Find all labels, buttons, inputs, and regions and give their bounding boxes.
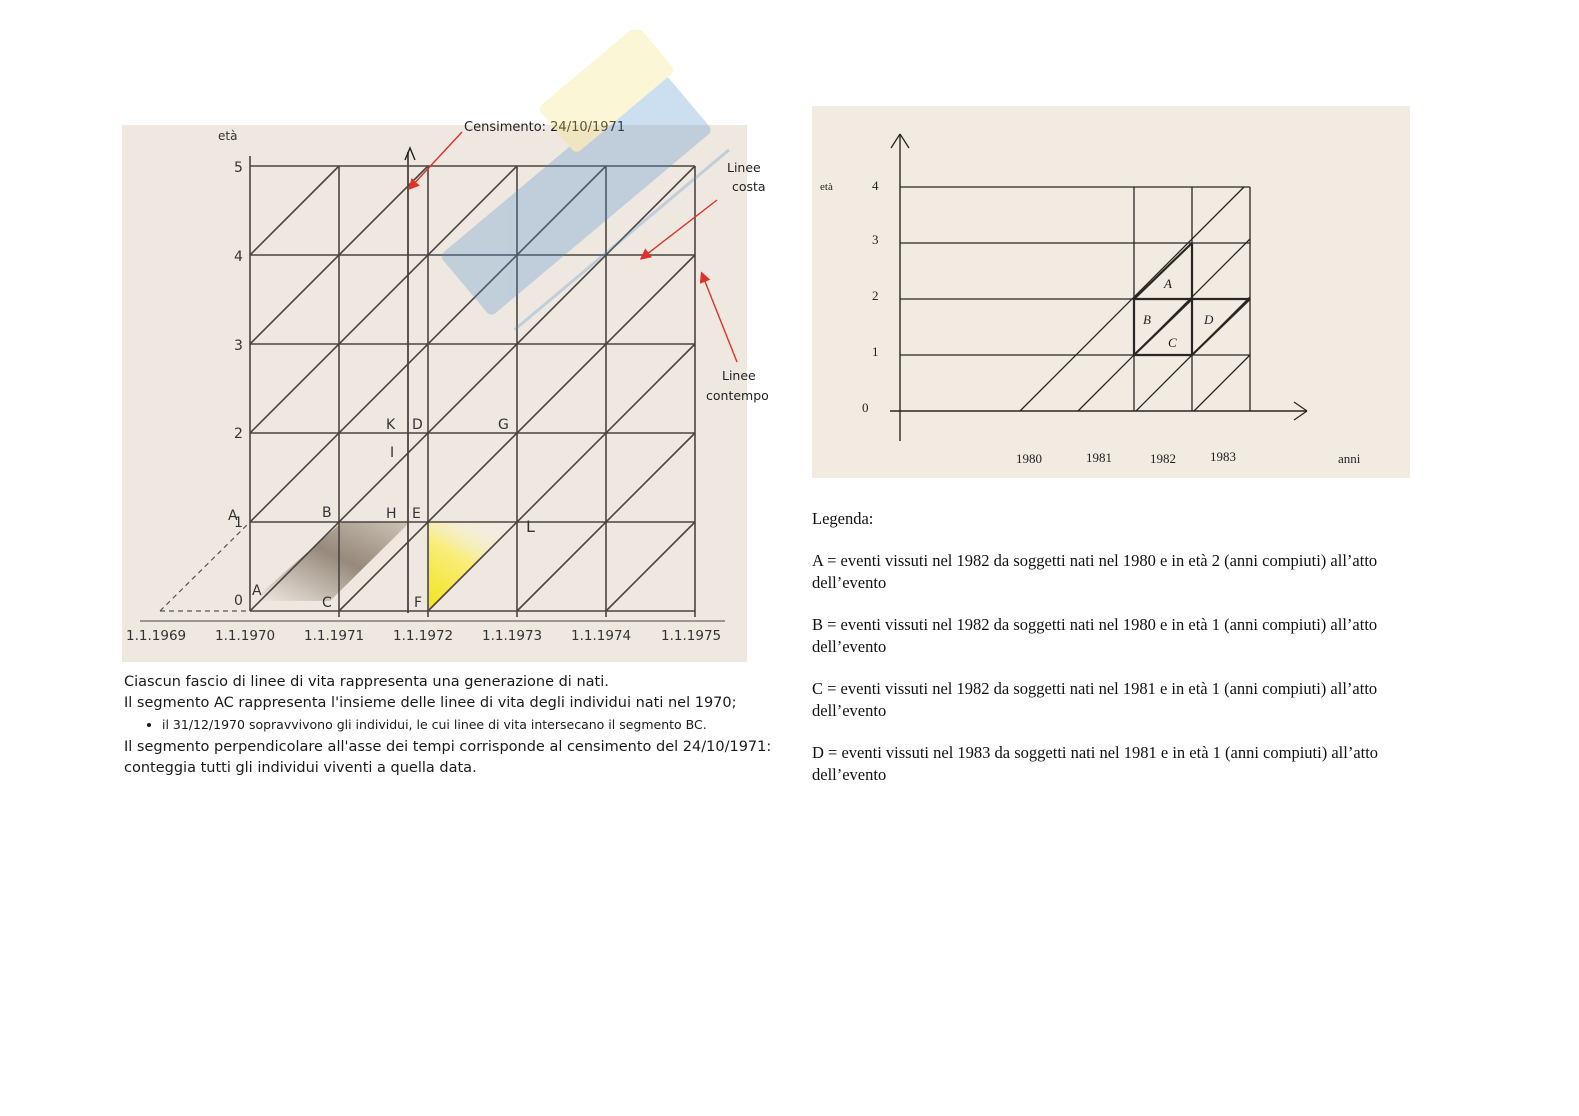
right-x-tick-1980: 1980 (1016, 451, 1042, 466)
lexis-diagram-right (812, 106, 1412, 480)
cell-B: B (1143, 312, 1151, 327)
y-tick-0: 0 (234, 593, 243, 609)
caption-line-2: Il segmento AC rappresenta l'insieme delle linee di vita degli individui nati nel 1970; (124, 695, 737, 711)
x-tick-1970: 1.1.1970 (215, 628, 276, 644)
left-caption (124, 672, 774, 779)
cell-C: C (1168, 335, 1177, 350)
point-A-top: A (228, 508, 238, 524)
lexis-diagram-left-svg (122, 112, 772, 667)
point-G: G (498, 417, 509, 433)
legend-item-a: A = eventi vissuti nel 1982 da soggetti nati nel 1980 e in età 2 (anni compiuti) all’atto dell’evento (812, 551, 1378, 592)
y-tick-5: 5 (234, 160, 243, 176)
caption-line-1: Ciascun fascio di linee di vita rappresenta una generazione di nati. (124, 674, 609, 690)
point-D: D (412, 417, 423, 433)
point-H: H (386, 506, 397, 522)
x-tick-1973: 1.1.1973 (482, 628, 543, 644)
right-y-tick-3: 3 (872, 232, 879, 247)
x-tick-1971: 1.1.1971 (304, 628, 365, 644)
x-tick-1969: 1.1.1969 (126, 628, 187, 644)
point-B: B (322, 505, 332, 521)
y-tick-2: 2 (234, 426, 243, 442)
cell-A: A (1164, 276, 1172, 291)
y-tick-4: 4 (234, 249, 243, 265)
side-label-cost-2: costa (732, 179, 766, 194)
x-tick-1975: 1.1.1975 (661, 628, 722, 644)
caption-bullet-list (124, 716, 774, 733)
point-F: F (414, 595, 423, 611)
side-label-contemp-2: contempo (706, 388, 769, 403)
lexis-diagram-left (122, 112, 772, 667)
paper-background-right (812, 106, 1410, 478)
right-x-tick-1981: 1981 (1086, 450, 1112, 465)
caption-bullet: • il 31/12/1970 sopravvivono gli individui, le cui linee di vita intersecano il segmento BC. (162, 716, 774, 733)
side-label-cost-1: Linee (727, 160, 761, 175)
right-x-tick-1983: 1983 (1210, 449, 1236, 464)
point-K: K (386, 417, 396, 433)
y-axis-label: età (218, 129, 238, 143)
cell-D: D (1204, 312, 1214, 327)
legend-item-c: C = eventi vissuti nel 1982 da soggetti nati nel 1981 e in età 1 (anni compiuti) all’atto dell’evento (812, 679, 1378, 720)
point-I: I (390, 445, 395, 461)
right-y-tick-4: 4 (872, 178, 879, 193)
point-A: A (252, 583, 262, 599)
right-y-tick-1: 1 (872, 344, 879, 359)
y-tick-1: 1 (234, 515, 243, 531)
side-label-contemp-1: Linee (722, 368, 756, 383)
legend-title: Legenda: (812, 509, 874, 528)
right-x-axis-label: anni (1338, 451, 1361, 466)
right-y-tick-2: 2 (872, 288, 879, 303)
x-tick-1974: 1.1.1974 (571, 628, 632, 644)
x-tick-1972: 1.1.1972 (393, 628, 454, 644)
legend-item-b: B = eventi vissuti nel 1982 da soggetti nati nel 1980 e in età 1 (anni compiuti) all’atto dell’evento (812, 615, 1378, 656)
point-L: L (526, 517, 535, 536)
point-C: C (322, 595, 332, 611)
census-label: Censimento: 24/10/1971 (464, 120, 626, 135)
lexis-diagram-right-svg (812, 106, 1412, 480)
right-y-tick-0: 0 (862, 400, 869, 415)
y-tick-3: 3 (234, 338, 243, 354)
legend-item-d: D = eventi vissuti nel 1983 da soggetti nati nel 1981 e in età 1 (anni compiuti) all’atto dell’evento (812, 743, 1379, 784)
legend (812, 508, 1412, 806)
right-x-tick-1982: 1982 (1150, 451, 1176, 466)
point-E: E (412, 506, 421, 522)
right-y-axis-label: età (820, 181, 833, 193)
caption-line-3: Il segmento perpendicolare all'asse dei tempi corrisponde al censimento del 24/10/1971: conteggia tutti gli individui viventi a quella data. (124, 739, 772, 776)
